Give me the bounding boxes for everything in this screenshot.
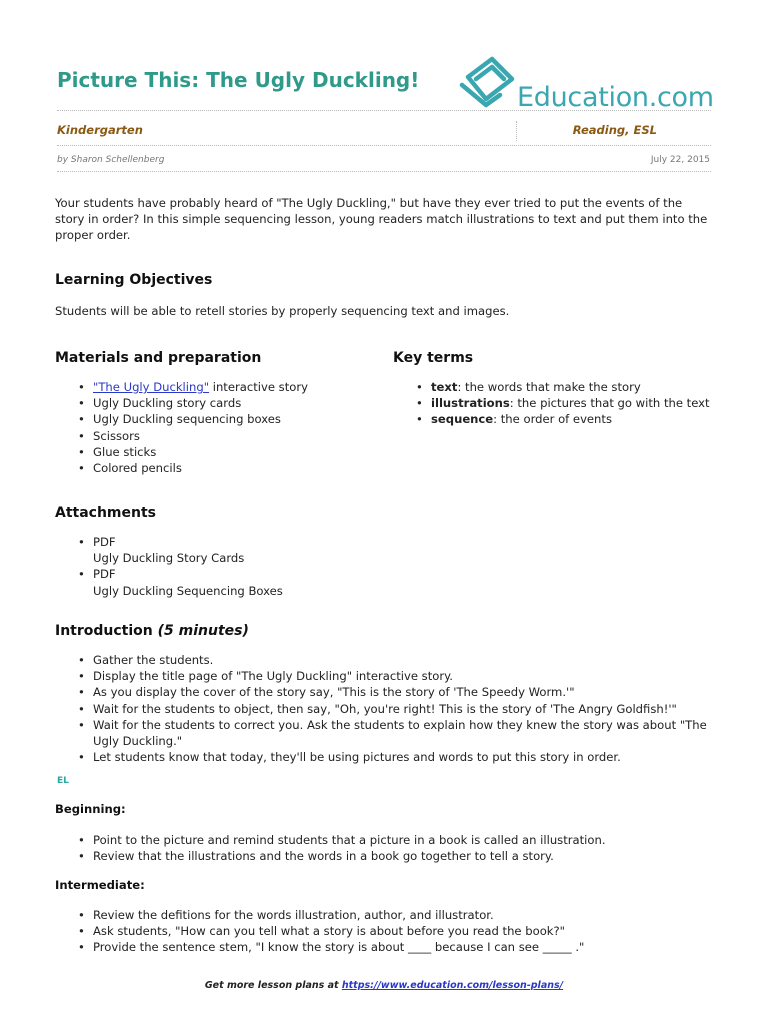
duration: (5 minutes) <box>157 623 249 639</box>
el-label: EL <box>57 776 69 786</box>
logo-icon <box>462 59 512 105</box>
beginning-list <box>55 832 725 864</box>
page-title: Picture This: The Ugly Duckling! <box>57 68 420 92</box>
logo-text: Education.com <box>517 82 714 113</box>
objectives-heading: Learning Objectives <box>55 272 213 288</box>
introduction-heading: Introduction (5 minutes) <box>55 623 249 639</box>
list-item: • Colored pencils <box>55 460 375 476</box>
divider <box>57 171 711 172</box>
attachments-heading: Attachments <box>55 505 157 521</box>
list-item: • Glue sticks <box>55 444 375 460</box>
list-item: • illustrations: the pictures that go with the text <box>393 395 733 411</box>
attachments-list <box>55 534 455 599</box>
term: text <box>431 380 458 394</box>
list-item: • Let students know that today, they'll be using pictures and words to put this story in order. <box>55 749 725 765</box>
lesson-plans-link[interactable]: https://www.education.com/lesson-plans/ <box>341 980 564 991</box>
list-item: • Ask students, "How can you tell what a story is about before you read the book?" <box>55 923 725 939</box>
key-terms-list <box>393 379 733 428</box>
list-item: • Wait for the students to object, then say, "Oh, you're right! This is the story of 'The Angry Goldfish!'" <box>55 701 725 717</box>
materials-list <box>55 379 375 476</box>
divider <box>516 121 517 141</box>
ugly-duckling-story-link[interactable]: "The Ugly Duckling" <box>93 380 210 394</box>
footer: Get more lesson plans at https://www.education.com/lesson-plans/ <box>204 980 564 991</box>
list-item: • Scissors <box>55 428 375 444</box>
divider <box>57 110 711 111</box>
grade-label: Kindergarten <box>57 123 143 137</box>
list-item: • Display the title page of "The Ugly Duckling" interactive story. <box>55 668 725 684</box>
list-item: • Review that the illustrations and the words in a book go together to tell a story. <box>55 848 725 864</box>
divider <box>57 145 711 146</box>
list-item: • Review the defitions for the words illustration, author, and illustrator. <box>55 907 725 923</box>
beginning-heading: Beginning: <box>55 802 126 816</box>
attachment-item[interactable]: • PDF Ugly Duckling Story Cards <box>55 534 455 566</box>
list-item: • Ugly Duckling story cards <box>55 395 375 411</box>
list-item: • text: the words that make the story <box>393 379 733 395</box>
list-item: • sequence: the order of events <box>393 411 733 427</box>
date-label: July 22, 2015 <box>650 155 710 165</box>
key-terms-heading: Key terms <box>393 350 474 366</box>
objectives-text: Students will be able to retell stories by properly sequencing text and images. <box>55 304 510 318</box>
materials-heading: Materials and preparation <box>55 350 262 366</box>
subject-label: Reading, ESL <box>572 123 657 137</box>
list-item: • Provide the sentence stem, "I know the story is about ____ because I can see _____ ." <box>55 939 725 955</box>
intro-paragraph: Your students have probably heard of "The Ugly Duckling," but have they ever tried to put the events of the story in order? In this simple sequencing lesson, young readers match illustrations to text and put them into the proper order. <box>55 196 708 243</box>
term: illustrations <box>431 396 510 411</box>
term: sequence <box>431 412 494 427</box>
intermediate-heading: Intermediate: <box>55 878 145 892</box>
list-item: • Ugly Duckling sequencing boxes <box>55 411 375 427</box>
list-item: • Gather the students. <box>55 652 725 668</box>
list-item: • "The Ugly Duckling" interactive story <box>55 379 375 395</box>
author-label: by Sharon Schellenberg <box>57 155 165 165</box>
list-item: • As you display the cover of the story say, "This is the story of 'The Speedy Worm.'" <box>55 684 725 700</box>
intermediate-list <box>55 907 725 956</box>
introduction-list <box>55 652 725 765</box>
attachment-item[interactable]: • PDF Ugly Duckling Sequencing Boxes <box>55 566 455 598</box>
list-item: • Wait for the students to correct you. Ask the students to explain how they knew the story was about "The Ugly Duckling." <box>55 717 725 749</box>
list-item: • Point to the picture and remind students that a picture in a book is called an illustration. <box>55 832 725 848</box>
